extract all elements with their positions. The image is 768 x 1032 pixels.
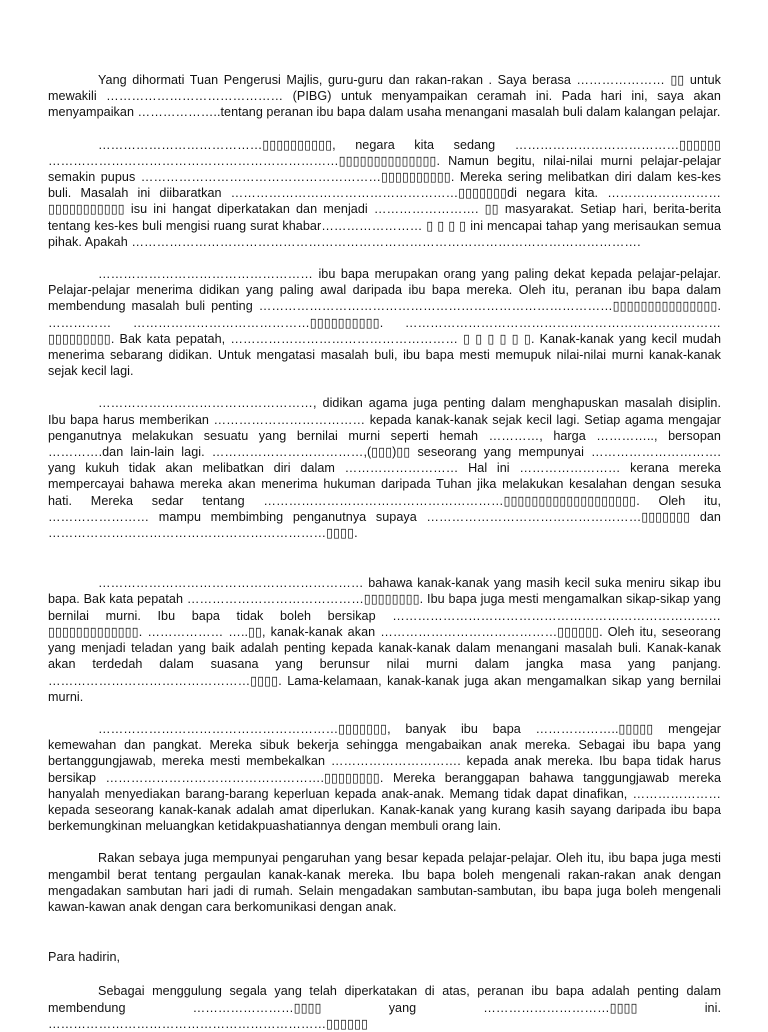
paragraph-conclusion: Sebagai menggulung segala yang telah diperkatakan di atas, peranan ibu bapa adalah penting dalam membendung ……………………▯▯▯▯ yang …………………………▯▯▯▯ ini. …………………………………………………………▯▯▯▯▯▯ (48, 984, 721, 1031)
paragraph-role-model: ……………………………………………………… bahawa kanak-kanak yang masih kecil suka meniru sikap ibu bapa. Bak kata pepatah ……………………………………▯▯▯▯▯▯▯▯. Ibu bapa juga mesti mengamalkan sikap-sikap yang bernilai murni. Ibu bapa tidak boleh bersikap ……………………………………………………………………▯▯▯▯▯▯▯▯▯▯▯▯▯. ……………… …..▯▯, kanak-kanak akan ……………………………………▯▯▯▯▯▯. Oleh itu, seseorang yang menjadi teladan yang baik adalah penting kepada kanak-kanak dalam menangani masalah buli. Kanak-kanak akan terdedah dalam suasana yang berunsur nilai murni dalam jangka masa yang panjang. …………………………………………▯▯▯▯. Lama-kelamaan, kanak-kanak juga akan mengamalkan sikap yang bernilai murni. (48, 576, 721, 704)
document-body (48, 72, 721, 1032)
paragraph-peers: Rakan sebaya juga mempunyai pengaruhan yang besar kepada pelajar-pelajar. Oleh itu, ibu bapa juga mesti mengambil berat tentang pergaulan kanak-kanak mereka. Ibu bapa boleh mengenali rakan-rakan anak dengan mengadakan sambutan hari jadi di rumah. Selain mengadakan sambutan-sambutan, ibu bapa juga boleh mengenali kawan-kawan anak dengan cara berkomunikasi dengan anak. (48, 851, 721, 914)
paragraph-parents-closest: …………………………………………… ibu bapa merupakan orang yang paling dekat kepada pelajar-pelajar. Pelajar-pelajar menerima didikan yang paling awal daripada ibu bapa mereka. Oleh itu, peranan ibu bapa dalam membendung masalah buli penting …………………………………………………………………………▯▯▯▯▯▯▯▯▯▯▯▯▯▯▯. …………… ……………………………………▯▯▯▯▯▯▯▯▯▯. …………………………………………………………………▯▯▯▯▯▯▯▯▯. Bak kata pepatah, ……………………………………………… ▯ ▯ ▯ ▯ ▯ ▯. Kanak-kanak yang kecil mudah menerima sebarang didikan. Untuk mengatasi masalah buli, ibu bapa mesti memupuk nilai-nilai murni kanak-kanak sejak kecil lagi. (48, 267, 721, 379)
paragraph-greeting: Yang dihormati Tuan Pengerusi Majlis, guru-guru dan rakan-rakan . Saya berasa ………………… ▯▯ untuk mewakili …………………………………… (PIBG) untuk menyampaikan ceramah ini. Pada hari ini, saya akan menyampaikan ………………..tentang peranan ibu bapa dalam usaha menangani masalah buli dalam kalangan pelajar. (48, 73, 721, 120)
paragraph-audience-address: Para hadirin, (48, 950, 121, 965)
paragraph-affection: …………………………………………………▯▯▯▯▯▯▯, banyak ibu bapa ………………..▯▯▯▯▯ mengejar kemewahan dan pangkat. Mereka sibuk bekerja sehingga mengabaikan anak mereka. Sebagai ibu bapa yang bertanggungjawab, mereka mesti membekalkan …………………………. kepada anak mereka. Ibu bapa tidak harus bersikap …………………………………………….▯▯▯▯▯▯▯▯. Mereka beranggapan bahawa tanggungjawab mereka hanyalah menyediakan barang-barang keperluan kepada anak-anak. Memang tidak dapat dinafikan, ………………… kepada seseorang kanak-kanak adalah amat diperlukan. Kanak-kanak yang kurang kasih sayang daripada ibu bapa berkemungkinan meluangkan ketidakpuashatiannya dengan membuli orang lain. (48, 721, 721, 834)
paragraph-religious-education: ……………………………………………, didikan agama juga penting dalam menghapuskan masalah disiplin. Ibu bapa harus memberikan ……………………………… kepada kanak-kanak sejak kecil lagi. Setiap agama mengajar penganutnya melakukan sesuatu yang bernilai murni seperti hemah …………, harga ………….., bersopan ………….dan lain-lain lagi. ………………………………,(▯▯▯)▯▯ seseorang yang mempunyai …………………………. yang kukuh tidak akan melibatkan diri dalam ……………………… Hal ini …………………… kerana mereka mempercayai bahawa mereka akan menerima hukuman daripada Tuhan jika melakukan kesalahan dengan sesuka hati. Mereka sedar tentang …………………………………………………▯▯▯▯▯▯▯▯▯▯▯▯▯▯▯▯▯▯▯. Oleh itu, …………………… mampu membimbing penganutnya supaya ……………………………………………▯▯▯▯▯▯▯ dan …………………………………………………………▯▯▯▯. (48, 396, 721, 541)
paragraph-intro: …………………………………▯▯▯▯▯▯▯▯▯▯, negara kita sedang …………………………………▯▯▯▯▯▯ ……………………………………………………………▯▯▯▯▯▯▯▯▯▯▯▯▯▯. Namun begitu, nilai-nilai murni pelajar-pelajar semakin pupus …………………………………………………▯▯▯▯▯▯▯▯▯▯. Mereka sering melibatkan diri dalam kes-kes buli. Masalah ini diibaratkan ………………………………………………▯▯▯▯▯▯▯di negara kita. ………………………▯▯▯▯▯▯▯▯▯▯▯ isu ini hangat diperkatakan dan menjadi ……………………. ▯▯ masyarakat. Setiap hari, berita-berita tentang kes-kes buli mengisi ruang surat khabar…………………… ▯ ▯ ▯ ▯ ini mencapai tahap yang merisaukan semua pihak. Apakah …………………………………………………………………………………………………………. (48, 137, 721, 249)
